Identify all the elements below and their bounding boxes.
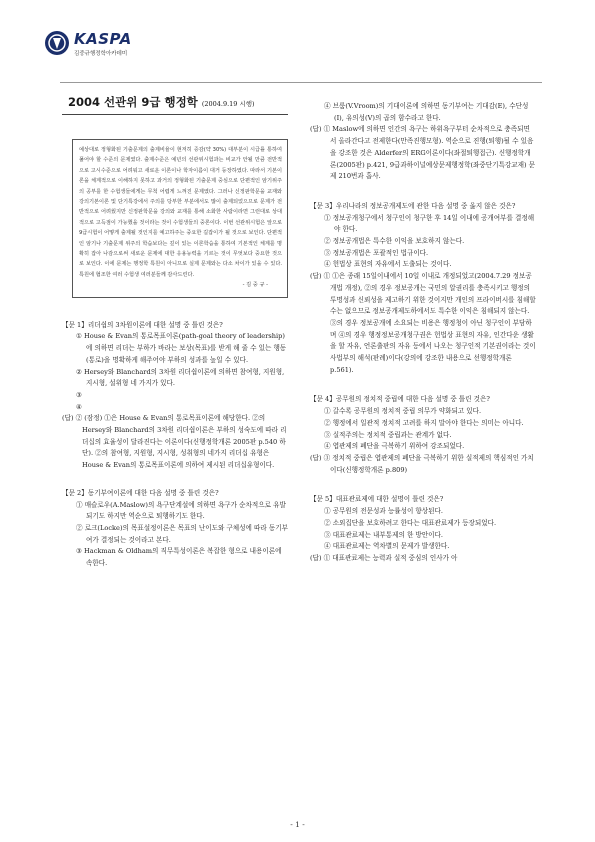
option-2: ② Hersey와 Blanchard의 3차원 리더쉽이론에 의하면 참여형, 지원형, 지시형, 설위형 네 가지가 있다. — [76, 367, 285, 388]
option-1: ① 매슬로우(A.Maslow)의 욕구단계설에 의하면 욕구가 순차적으로 유발되기도 하지만 역순으로 퇴행하기도 한다. — [76, 500, 286, 521]
question-1 — [62, 320, 288, 472]
option-4: ④ 브룸(V.Vroom)의 기대이론에 의하면 동기부여는 기대감(E), 수단성(I), 유의성(V)의 곱의 함수라고 한다. — [324, 102, 529, 122]
kaspa-emblem-icon — [44, 30, 70, 56]
answer-explanation: (답) ② (잠정) ①은 House & Evan의 통로목표이론에 해당한다. ②의 Hersey와 Blanchard의 3차원 리더쉽이론은 부하의 성숙도에 따라 리더십의 효율성이 달라진다는 이론이다(신행정학개론 2005판 p.540 하단). ②의 참여형, 지원형, 지시형, 성취형의 네가지 리더십 유형은 House & Evan의 통로목표이론에 의하여 제시된 리더십유형이다. — [62, 414, 287, 470]
option-3: ③ 대표관료제는 내부통제의 한 방안이다. — [324, 530, 443, 539]
option-4: ④ — [76, 402, 82, 411]
question-stem: 【문 3】우리나라의 정보공개제도에 관한 다음 설명 중 옳지 않은 것은? — [310, 201, 516, 210]
left-column — [62, 94, 288, 570]
exam-title-main: 2004 선관위 9급 행정학 — [68, 95, 198, 109]
question-stem: 【문 2】동기부여이론에 대한 다음 설명 중 틀린 것은? — [62, 488, 219, 497]
logo-wordmark: KASPA — [74, 30, 132, 48]
logo-subtitle: 김중규행정학아카데미 — [74, 51, 128, 57]
question-stem: 【문 4】공무원의 정치적 중립에 대한 다음 설명 중 틀린 것은? — [310, 395, 490, 404]
option-2: ② 로크(Locke)의 목표설정이론은 목표의 난이도와 구체성에 따라 동기부여가 결정되는 것이라고 본다. — [76, 523, 288, 544]
option-2: ② 행정에서 일관적 정치적 고려를 하지 말아야 한다는 의미는 아니다. — [324, 418, 524, 427]
intro-box — [72, 139, 288, 298]
question-4 — [310, 394, 536, 476]
answer-explanation: (답) ① 대표관료제는 능력과 실적 중심의 인사가 아 — [310, 553, 458, 562]
question-stem: 【문 1】리더쉽의 3차원이론에 대한 설명 중 틀린 것은? — [62, 320, 223, 329]
option-3: ③ 정보공개법은 포괄적인 법규이다. — [324, 248, 429, 257]
option-3: ③ 실적주의는 정치적 중립과는 관계가 없다. — [324, 430, 452, 439]
title-divider — [62, 114, 288, 115]
option-4: ④ 대표관료제는 역차별의 문제가 발생한다. — [324, 542, 450, 551]
question-3 — [310, 201, 536, 377]
exam-title-date: (2004.9.19 시행) — [201, 100, 255, 108]
option-2: ② 소외집단을 보호하려고 한다는 대표관료제가 등장되었다. — [324, 518, 497, 527]
option-3: ③ — [76, 390, 82, 399]
exam-title — [68, 94, 288, 110]
header-divider — [60, 82, 542, 83]
option-2: ② 정보공개법은 특수한 이익을 보호하지 않는다. — [324, 237, 465, 246]
option-4: ④ 헌법상 표현의 자유에서 도출되는 것이다. — [324, 260, 452, 269]
question-stem: 【문 5】대표관료제에 대한 설명이 틀린 것은? — [310, 495, 444, 504]
option-1: ① House & Evan의 통로목표이론(path-goal theory of leadership)에 의하면 리더는 부하가 바라는 보상(목표)를 받게 해 줄 수 있는 행동(통로)을 명확하게 해주어야 부하의 성과를 높일 수 있다. — [76, 332, 287, 364]
option-3: ③ Hackman & Oldham의 직무특성이론은 복잡한 형으로 내용이론에 속한다. — [76, 547, 282, 568]
option-4: ④ 엽관제의 폐단을 극복하기 위하여 강조되었다. — [324, 442, 465, 451]
question-5 — [310, 494, 536, 564]
answer-explanation: (답) ① ①은 종래 15일이내에서 10일 이내로 개정되었고(2004.7.29 정보공개법 개정), ②의 경우 정보공개는 국민의 알권리를 충족시키고 행정의 투명성과 신뢰성을 제고하기 위한 것이지만 개인의 프라이버시를 침해할 수는 없으므로 정보공개제도하에서도 특수한 이익은 침해되지 않는다. ③의 경우 정보공개에 소요되는 비용은 행정청이 아닌 청구인이 부담하며 ④의 경우 행정정보공개청구권은 헌법상 표현의 자유, 인간다운 생활을 할 자유, 언론출판의 자유 등에서 나오는 청구인적 기본권이라는 것이 사법부의 해석(판례)이다(강의에 강조한 내용으로 선행정학개론 p.561). — [310, 272, 536, 374]
option-1: ① 갈수록 공무원의 정치적 중립 의무가 약화되고 있다. — [324, 407, 482, 416]
kaspa-logo — [44, 30, 174, 68]
question-2 — [62, 488, 288, 570]
answer-explanation: (답) ① Maslow에 의하면 인간의 욕구는 하위욕구부터 순차적으로 충족되면서 올라간다고 전제한다(만족진행모형). 역순으로 진행(퇴행)될 수 있음을 강조한 것은 Alderfer의 ERG이론이다(좌절퇴행접근). 신행정학개론(2005판) p.421, 9급과하이널예상문제행정학(좌중단기특강교재) 문제 210번과 흡사. — [310, 125, 536, 181]
answer-explanation: (답) ③ 정치적 중립은 엽관제의 폐단을 극복하기 위한 실적제의 핵심적인 가치이다(신행정학개론 p.809) — [310, 453, 534, 474]
option-1: ① 정보공개청구에서 청구인이 청구한 후 14일 이내에 공개여부를 결정해야 한다. — [324, 213, 535, 234]
right-column — [310, 101, 536, 565]
intro-signature: - 김 중 규 - — [242, 282, 268, 289]
page-number: - 1 - — [290, 820, 305, 829]
option-1: ① 공무원의 전문성과 능률성이 향상된다. — [324, 507, 443, 516]
intro-text: 예상대로 정형화된 기출문제의 출제비율이 현저히 증감(약 30%) 대부분이 시급률 통하여 풀어야 할 수준의 문제였다. 출제수준은 예년의 선관위시험과는 비교가 안될 만큼 전반적으로 고시수준으로 어려워고 새로운 이론이나 학자이름이 대거 등장하였다. 따라서 기본이론을 체계적으로 이해하지 못하고 과거의 정형화된 기출문제 중심으로 단편적인 암기위주의 공부를 한 수험생들에게는 무척 어렵게 느껴진 문제였다. 그러나 신정판학문을 교재와 강의기본이론 및 단기특강에서 주의를 당부한 부분에서도 많이 출제되었으므로 문제가 전반적으로 어려웠지만 신정판학문을 강의와 교재를 통해 소화한 사람이라면 그런대로 상대적으로 고득점이 가능했을 것이라는 것이 수험생들의 중론이다. 이번 선관위시험은 앞으로 9급시험이 어떻게 출제될 것인지를 예고하주는 중요한 길잡이가 될 것으로 보인다. 단편적인 암기나 기출문제 위주의 학습보다는 깊이 있는 이론학습을 통하여 기본적인 체계를 명확히 잡아 나감으로써 새로운 문제에 대한 응용능력을 기르는 것이 무엇보다 중요한 것으로 보인다. 이에 문제는 행정학 특원이 아니므로 실제 문제와는 다소 차이가 있을 수 있다. 특원에 협조한 여러 수험생 여러분들께 감사드린다. — [79, 147, 282, 278]
question-2-continued — [310, 101, 536, 183]
